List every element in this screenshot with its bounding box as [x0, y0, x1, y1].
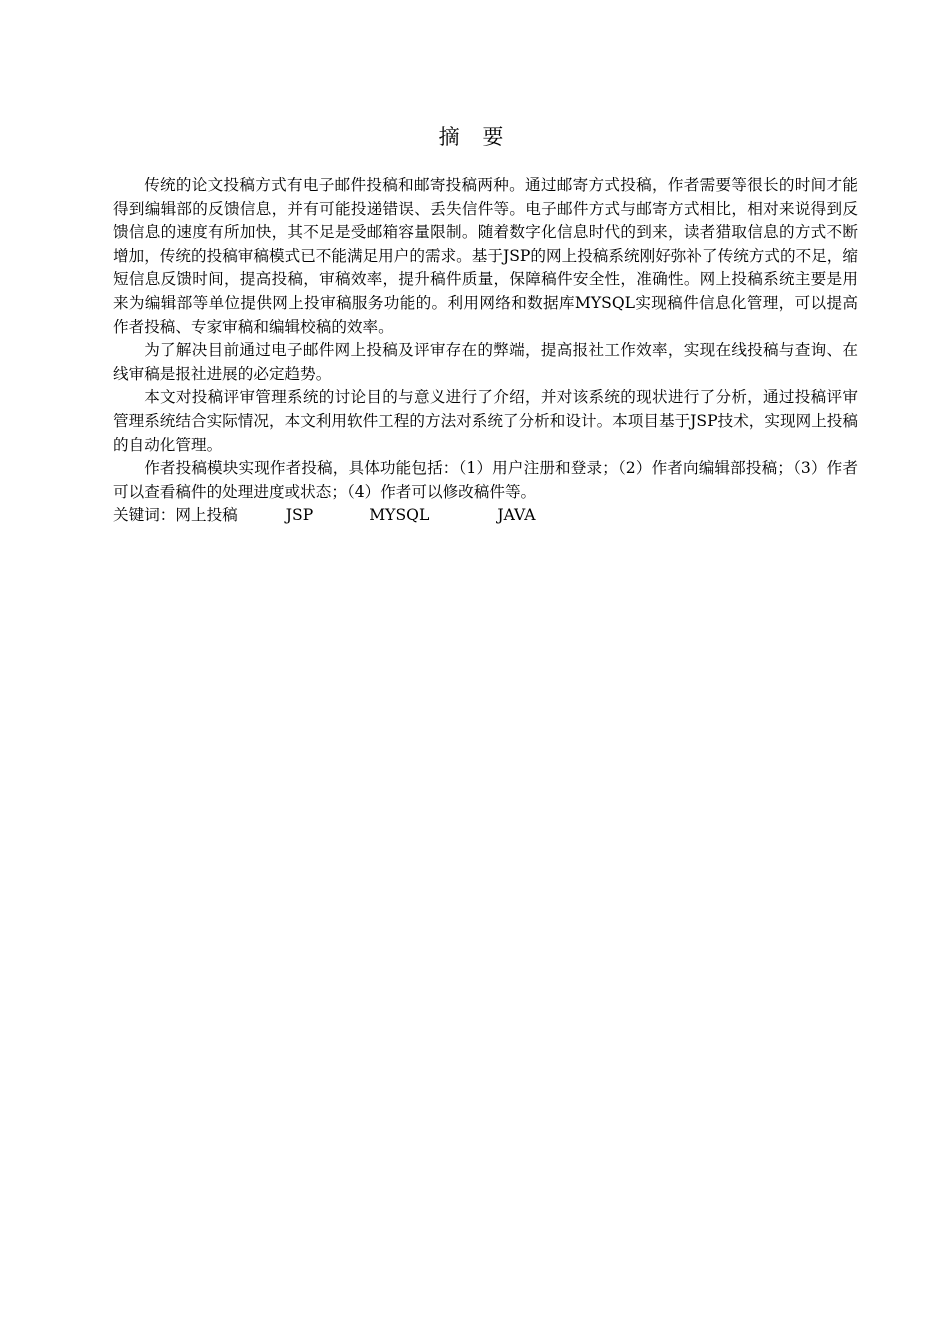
abstract-paragraph-3: 本文对投稿评审管理系统的讨论目的与意义进行了介绍，并对该系统的现状进行了分析，通过投稿评审管理系统结合实际情况，本文利用软件工程的方法对系统了分析和设计。本项目基于JSP技术，实现网上投稿的自动化管理。	[113, 388, 858, 454]
abstract-body	[113, 174, 858, 528]
keyword-item: JAVA	[497, 506, 536, 525]
keyword-item: MYSQL	[369, 506, 430, 525]
keywords-line	[113, 504, 858, 528]
abstract-paragraph-1: 传统的论文投稿方式有电子邮件投稿和邮寄投稿两种。通过邮寄方式投稿，作者需要等很长的时间才能得到编辑部的反馈信息，并有可能投递错误、丢失信件等。电子邮件方式与邮寄方式相比，相对来说得到反馈信息的速度有所加快，其不足是受邮箱容量限制。随着数字化信息时代的到来，读者猎取信息的方式不断增加，传统的投稿审稿模式已不能满足用户的需求。基于JSP的网上投稿系统刚好弥补了传统方式的不足，缩短信息反馈时间，提高投稿，审稿效率，提升稿件质量，保障稿件安全性，准确性。网上投稿系统主要是用来为编辑部等单位提供网上投审稿服务功能的。利用网络和数据库MYSQL实现稿件信息化管理，可以提高作者投稿、专家审稿和编辑校稿的效率。	[113, 176, 858, 336]
keyword-item: JSP	[285, 506, 314, 525]
page-title: 摘 要	[438, 125, 512, 149]
keyword-item: 网上投稿	[175, 506, 238, 525]
abstract-paragraph-2: 为了解决目前通过电子邮件网上投稿及评审存在的弊端，提高报社工作效率，实现在线投稿与查询、在线审稿是报社进展的必定趋势。	[113, 341, 858, 383]
keywords-label: 关键词：	[113, 506, 176, 525]
abstract-paragraph-4: 作者投稿模块实现作者投稿，具体功能包括：（1）用户注册和登录；（2）作者向编辑部投稿；（3）作者可以查看稿件的处理进度或状态；（4）作者可以修改稿件等。	[113, 459, 858, 501]
